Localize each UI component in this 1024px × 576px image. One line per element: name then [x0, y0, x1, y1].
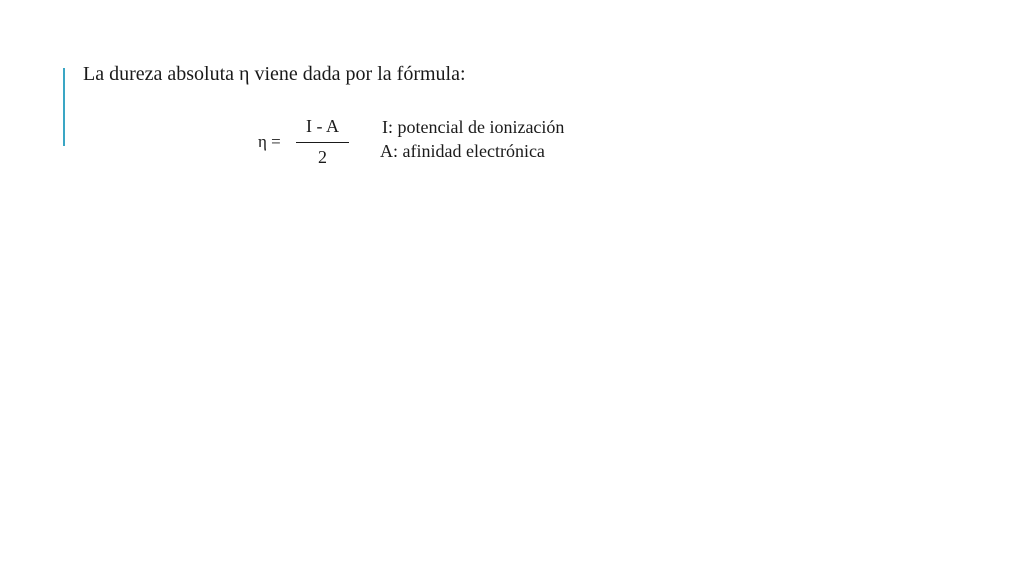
intro-text: La dureza absoluta η viene dada por la fórmula:	[83, 63, 466, 85]
hardness-formula	[258, 114, 618, 174]
formula-legend	[380, 115, 564, 163]
formula-numerator: I - A	[306, 116, 339, 136]
legend-electron-affinity: A: afinidad electrónica	[380, 141, 545, 161]
accent-bar	[63, 68, 65, 146]
formula-denominator: 2	[318, 147, 327, 167]
legend-ionization-potential: I: potencial de ionización	[382, 117, 565, 137]
fraction-bar	[296, 142, 349, 143]
formula-lhs: η =	[258, 132, 281, 151]
